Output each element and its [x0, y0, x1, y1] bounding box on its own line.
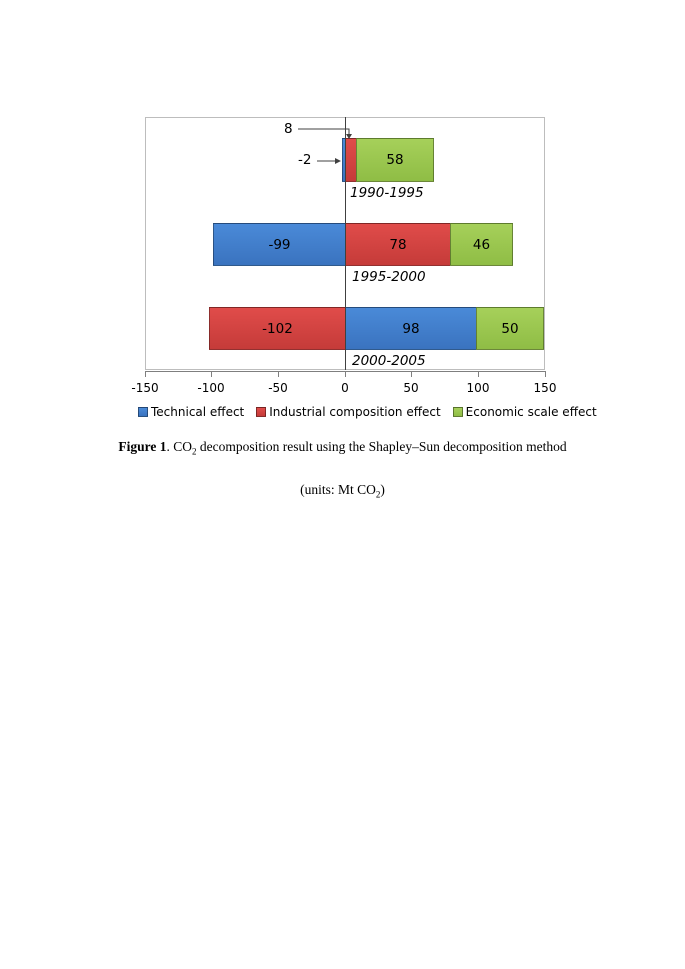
legend-label: Industrial composition effect	[269, 405, 441, 419]
bar-2000-2005-technical	[345, 307, 477, 350]
x-tick	[478, 371, 479, 377]
x-tick	[145, 371, 146, 377]
bar-1990-1995-economic	[356, 138, 434, 182]
bar-1995-2000-economic	[450, 223, 513, 266]
chart-legend	[138, 405, 597, 419]
annotation-minus-2: -2	[298, 152, 312, 168]
period-label-1995-2000: 1995-2000	[352, 269, 426, 285]
units-text: )	[380, 482, 385, 497]
x-tick-label: 0	[341, 381, 349, 395]
x-tick-label: 50	[403, 381, 419, 395]
figure-label: Figure 1	[118, 439, 167, 454]
x-tick-label: -100	[197, 381, 225, 395]
figure-caption	[0, 439, 685, 457]
zero-axis-line	[345, 117, 346, 370]
units-text: (units: Mt CO	[300, 482, 376, 497]
x-tick-label: 150	[533, 381, 557, 395]
x-tick	[278, 371, 279, 377]
x-tick	[211, 371, 212, 377]
units-subscript: 2	[375, 489, 381, 500]
value-label: -99	[268, 236, 291, 253]
value-label: 46	[472, 236, 491, 253]
period-label-1990-1995: 1990-1995	[350, 185, 424, 201]
bar-2000-2005-industrial	[209, 307, 346, 350]
annotation-arrow-minus-2	[316, 155, 344, 167]
x-tick	[411, 371, 412, 377]
figure-units	[0, 482, 685, 500]
annotation-8: 8	[284, 121, 293, 137]
caption-text: decomposition result using the Shapley–Sun decomposition method	[196, 439, 567, 454]
legend-label: Technical effect	[151, 405, 245, 419]
annotation-arrow-8	[296, 124, 356, 140]
caption-subscript: 2	[192, 446, 197, 457]
x-tick-label: 100	[466, 381, 490, 395]
legend-swatch-icon	[138, 407, 148, 417]
bar-1995-2000-technical	[213, 223, 346, 266]
x-tick	[545, 371, 546, 377]
value-label: 78	[389, 236, 407, 253]
legend-swatch-icon	[453, 407, 463, 417]
value-label: -102	[262, 320, 293, 337]
value-label: 98	[402, 320, 420, 337]
x-tick-label: -150	[131, 381, 159, 395]
value-label: 50	[501, 320, 519, 337]
legend-label: Economic scale effect	[465, 405, 597, 419]
x-tick-label: -50	[268, 381, 288, 395]
legend-item-technical	[138, 405, 244, 419]
value-label: 58	[386, 152, 404, 168]
x-tick	[345, 371, 346, 377]
decomposition-chart	[0, 0, 685, 430]
legend-item-economic	[453, 405, 597, 419]
period-label-2000-2005: 2000-2005	[352, 353, 426, 369]
legend-item-industrial	[256, 405, 440, 419]
bar-1995-2000-industrial	[345, 223, 451, 266]
legend-swatch-icon	[256, 407, 266, 417]
caption-text: . CO	[166, 439, 193, 454]
bar-2000-2005-economic	[476, 307, 544, 350]
